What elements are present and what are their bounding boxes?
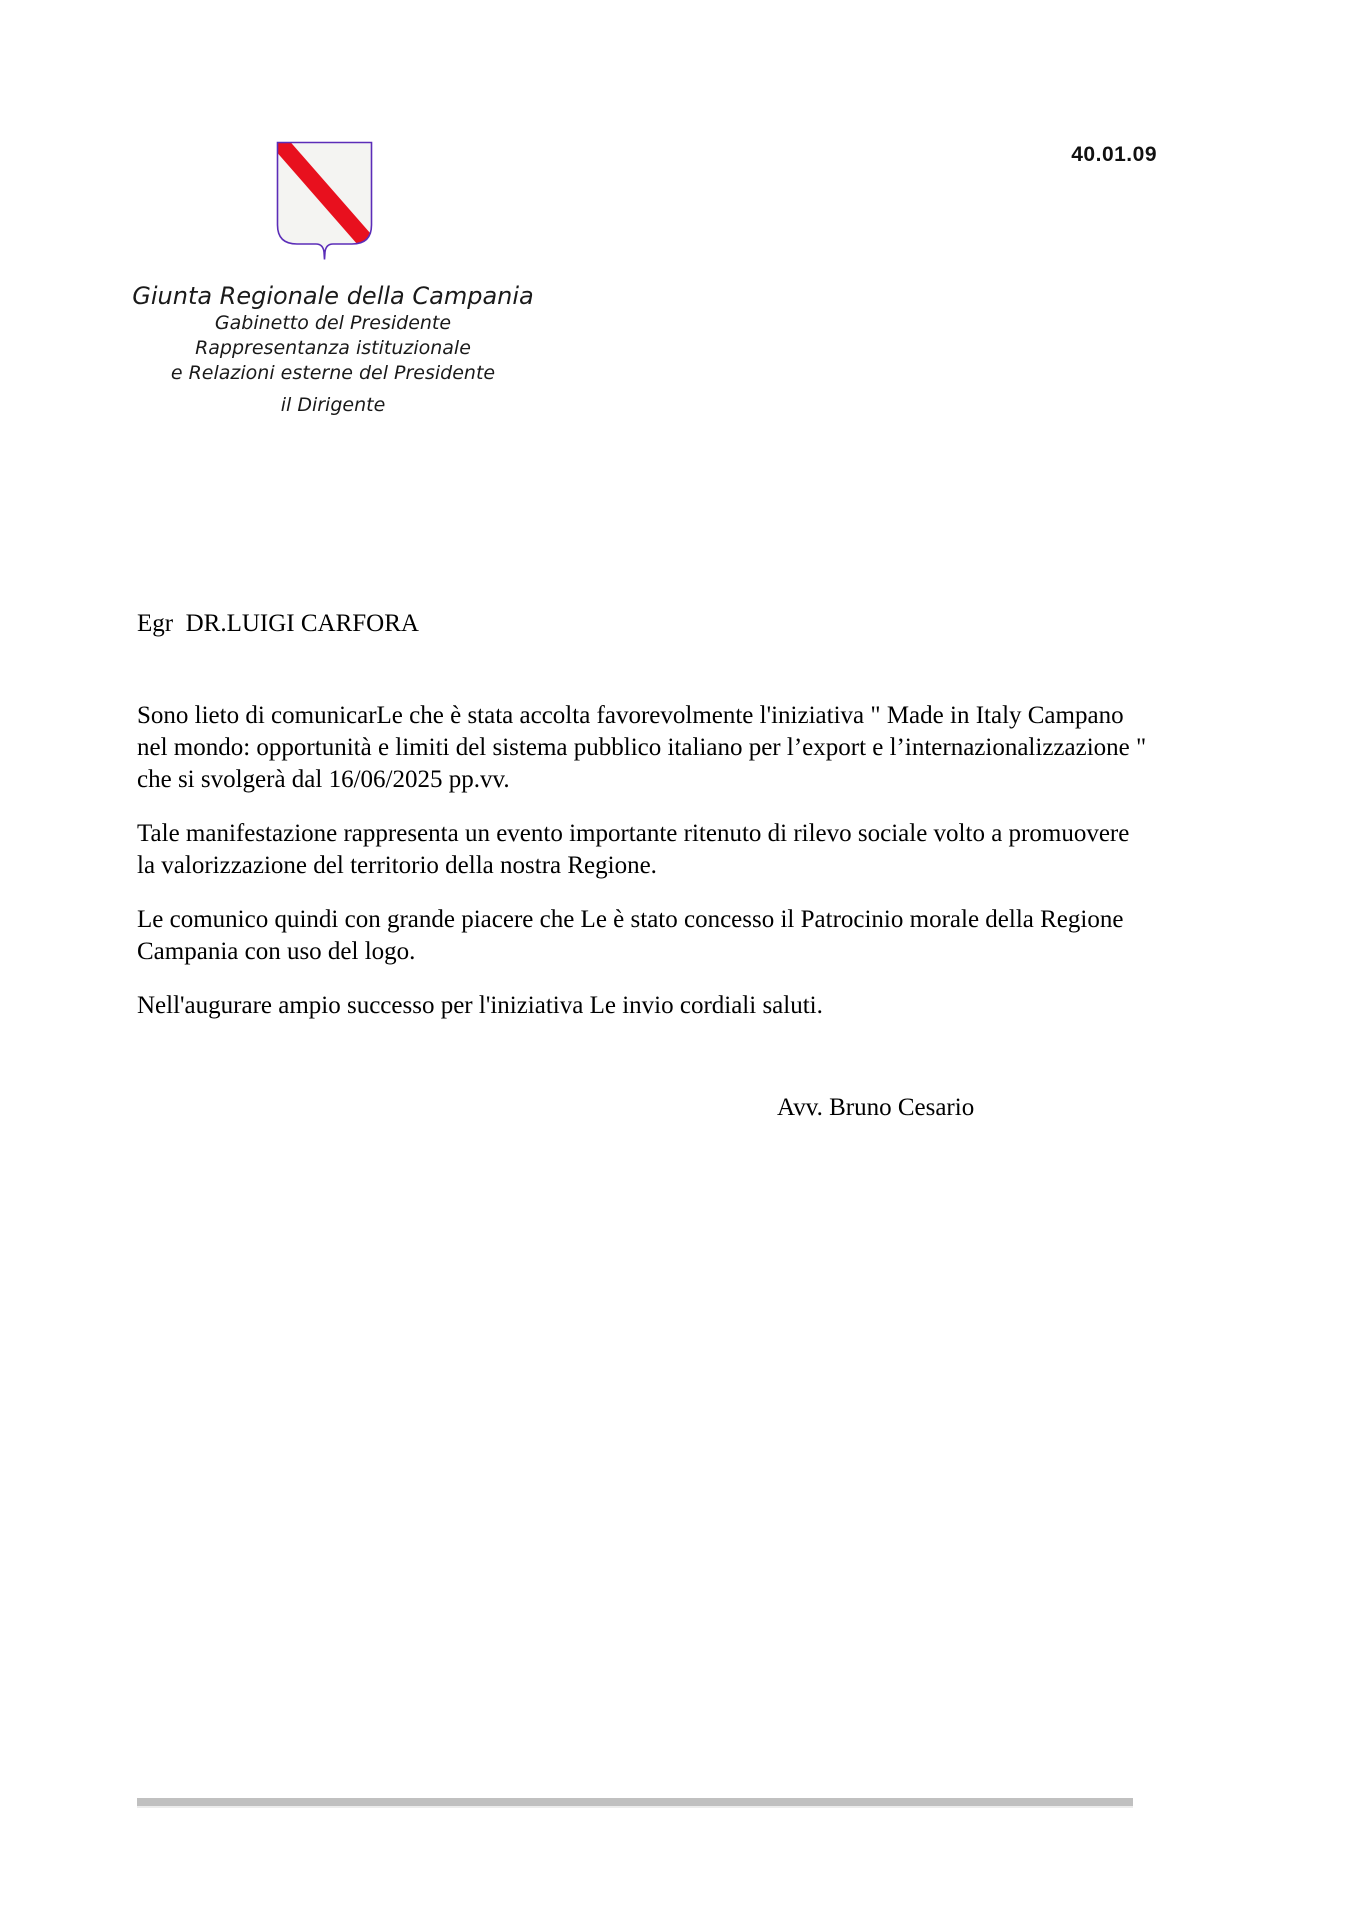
recipient-line: Egr DR.LUIGI CARFORA: [137, 610, 419, 637]
letterhead: [83, 281, 583, 418]
campania-shield-logo: [276, 141, 373, 264]
org-name: Giunta Regionale della Campania: [132, 282, 534, 310]
campania-shield-icon: [276, 141, 373, 264]
letterhead-line-rappresentanza: Rappresentanza istituzionale: [195, 337, 471, 359]
letterhead-line-dirigente: il Dirigente: [280, 394, 386, 416]
body-paragraph: Tale manifestazione rappresenta un evento importante ritenuto di rilevo sociale volto a promuovere la valorizzazione del territorio della nostra Regione.: [137, 820, 1130, 879]
letterhead-line-gabinetto: Gabinetto del Presidente: [214, 312, 452, 334]
letter-body: [137, 608, 1147, 1124]
footer-divider: [137, 1798, 1133, 1808]
signature-name: Avv. Bruno Cesario: [777, 1094, 975, 1121]
body-paragraph: Le comunico quindi con grande piacere che Le è stato concesso il Patrocinio morale della Regione Campania con uso del logo.: [137, 906, 1124, 965]
letterhead-line-relazioni: e Relazioni esterne del Presidente: [170, 362, 496, 384]
body-paragraph: Sono lieto di comunicarLe che è stata accolta favorevolmente l'iniziativa " Made in Italy Campano nel mondo: opportunità e limiti del sistema pubblico italiano per l’export e l’internazionalizzazione " che si svolgerà dal 16/06/2025 pp.vv.: [137, 702, 1147, 793]
body-paragraph: Nell'augurare ampio successo per l'iniziativa Le invio cordiali saluti.: [137, 992, 823, 1019]
ref-number: 40.01.09: [1071, 143, 1157, 166]
